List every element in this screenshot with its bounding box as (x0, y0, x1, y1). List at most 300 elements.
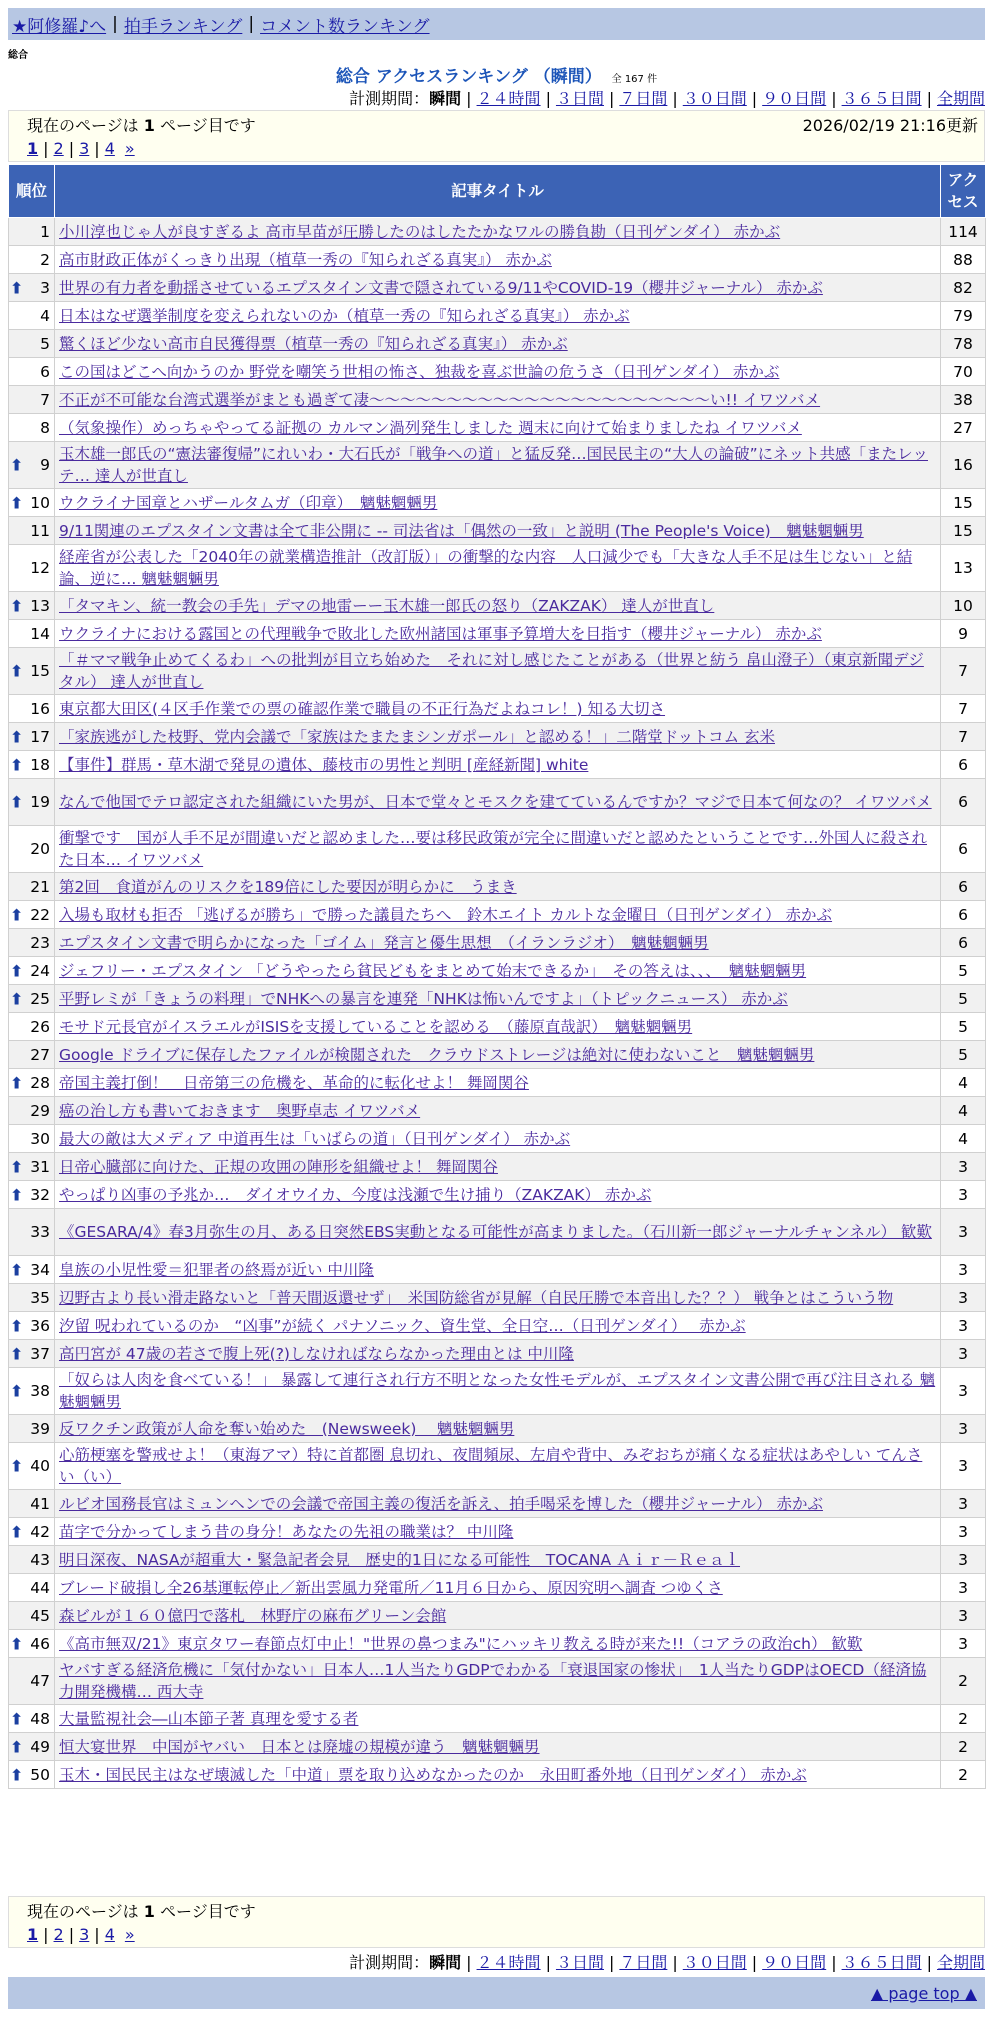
article-link[interactable]: 森ビルが１６０億円で落札 林野庁の麻布グリーン会館 (59, 1606, 447, 1625)
rank-cell (9, 826, 55, 873)
period-separator: | (926, 89, 932, 108)
article-link[interactable]: この国はどこへ向かうのか 野党を嘲笑う世相の怖さ、独裁を喜ぶ世論の危うさ（日刊ゲンダイ） 赤かぶ (59, 362, 780, 381)
rank-number: 11 (30, 521, 50, 540)
rank-number: 26 (30, 1017, 50, 1036)
access-count: 13 (941, 545, 986, 592)
period-option-6[interactable]: 全期間 (936, 1953, 985, 1972)
table-row (9, 985, 986, 1013)
page-link-1[interactable]: 1 (27, 1924, 39, 1944)
table-row (9, 1312, 986, 1340)
title-cell (55, 1658, 941, 1705)
rank-cell (9, 1546, 55, 1574)
rank-number: 25 (30, 989, 50, 1008)
table-row (9, 1153, 986, 1181)
article-link[interactable]: 「家族逃がした枝野、党内会議で「家族はたまたまシンガポール」と認める！」二階堂ドットコム 玄米 (59, 727, 775, 746)
page-next-link[interactable]: » (124, 138, 135, 158)
rank-cell (9, 1415, 55, 1443)
access-count: 3 (941, 1630, 986, 1658)
period-separator: | (545, 1953, 551, 1972)
page-link-2[interactable]: 2 (53, 138, 64, 158)
rank-cell (9, 358, 55, 386)
page-separator: | (68, 138, 75, 158)
rank-number: 43 (30, 1550, 50, 1569)
access-count: 3 (941, 1181, 986, 1209)
table-row (9, 1546, 986, 1574)
rank-number: 8 (40, 418, 50, 437)
access-count: 6 (941, 751, 986, 779)
title-cell (55, 1125, 941, 1153)
page-link-4[interactable]: 4 (104, 138, 115, 158)
rank-cell (9, 1312, 55, 1340)
page-title: 総合 アクセスランキング （瞬間） (335, 67, 602, 87)
title-cell (55, 545, 941, 592)
title-cell (55, 985, 941, 1013)
title-cell (55, 1630, 941, 1658)
rank-cell (9, 723, 55, 751)
period-option-6[interactable]: 全期間 (936, 89, 985, 108)
rank-up-arrow-icon: ⬆ (10, 1634, 24, 1653)
table-row (9, 442, 986, 489)
table-row (9, 1340, 986, 1368)
article-link[interactable]: 《高市無双/21》東京タワー春節点灯中止！"世界の鼻つまみ"にハッキリ教える時が来た!!（コアラの政治ch） 歓歎 (59, 1634, 863, 1653)
rank-number: 28 (30, 1073, 50, 1092)
access-count: 2 (941, 1761, 986, 1789)
rank-cell (9, 489, 55, 517)
period-option-1[interactable]: ３日間 (555, 89, 604, 108)
article-link[interactable]: モサド元長官がイスラエルがISISを支援していることを認める （藤原直哉訳） 魑魅魍魎男 (59, 1017, 693, 1036)
article-link[interactable]: 玉木・国民民主はなぜ壊滅した「中道」票を取り込めなかったのか 永田町番外地（日刊ゲンダイ） 赤かぶ (59, 1765, 807, 1784)
article-link[interactable]: ヤバすぎる経済危機に「気付かない」日本人…1人当たりGDPでわかる「衰退国家の惨状」 1人当たりGDPはOECD（経済協力開発機構… 西大寺 (59, 1661, 927, 1701)
period-option-0[interactable]: ２４時間 (476, 89, 541, 108)
article-link[interactable]: 心筋梗塞を警戒せよ！（東海アマ）特に首都圏 息切れ、夜間頻尿、左肩や背中、みぞおちが痛くなる症状はあやしい てんさい（い） (59, 1446, 923, 1486)
access-count: 5 (941, 1041, 986, 1069)
rank-cell (9, 1181, 55, 1209)
current-page-text: 現在のページは 1 ページ目です (27, 115, 256, 135)
rank-number: 5 (40, 334, 50, 353)
rank-cell (9, 1658, 55, 1705)
access-count: 3 (941, 1518, 986, 1546)
table-row (9, 957, 986, 985)
rank-cell (9, 779, 55, 826)
rank-number: 30 (30, 1129, 50, 1148)
nav-link-asyura[interactable]: ★阿修羅♪へ (12, 16, 107, 37)
table-row (9, 779, 986, 826)
title-cell (55, 414, 941, 442)
article-link[interactable]: Google ドライブに保存したファイルが検閲された クラウドストレージは絶対に使わないこと 魑魅魍魎男 (59, 1045, 815, 1064)
table-row (9, 1013, 986, 1041)
table-row (9, 1415, 986, 1443)
article-link[interactable]: 世界の有力者を動揺させているエプスタイン文書で隠されている9/11やCOVID-19（櫻井ジャーナル） 赤かぶ (59, 278, 823, 297)
article-link[interactable]: 驚くほど少ない高市自民獲得票（植草一秀の『知られざる真実』） 赤かぶ (59, 334, 568, 353)
title-cell (55, 517, 941, 545)
article-link[interactable]: 【事件】群馬・草木湖で発見の遺体、藤枝市の男性と判明 [産経新聞] white (59, 755, 589, 774)
article-link[interactable]: 汐留 呪われているのか “凶事”が続く パナソニック、資生堂、全日空…（日刊ゲンダイ） 赤かぶ (59, 1316, 746, 1335)
access-count: 3 (941, 1368, 986, 1415)
article-link[interactable]: 東京都大田区(４区手作業での票の確認作業で職員の不正行為だよねコレ！) 知る大切さ (59, 699, 666, 718)
table-row (9, 1443, 986, 1490)
access-count: 5 (941, 985, 986, 1013)
rank-cell (9, 592, 55, 620)
title-cell (55, 1518, 941, 1546)
title-cell (55, 1041, 941, 1069)
period-option-4[interactable]: ９０日間 (762, 1953, 827, 1972)
article-link[interactable]: 日本はなぜ選挙制度を変えられないのか（植草一秀の『知られざる真実』） 赤かぶ (59, 306, 630, 325)
rank-cell (9, 1630, 55, 1658)
article-link[interactable]: 反ワクチン政策が人命を奪い始めた (Newsweek) 魑魅魍魎男 (59, 1419, 515, 1438)
title-cell (55, 442, 941, 489)
table-row (9, 302, 986, 330)
rank-number: 32 (30, 1185, 50, 1204)
article-link[interactable]: ルビオ国務長官はミュンヘンでの会議で帝国主義の復活を訴え、拍手喝采を博した（櫻井ジャーナル） 赤かぶ (59, 1494, 823, 1513)
article-link[interactable]: 第2回 食道がんのリスクを189倍にした要因が明らかに うまき (59, 877, 517, 896)
rank-cell (9, 246, 55, 274)
title-cell (55, 1574, 941, 1602)
access-count: 3 (941, 1490, 986, 1518)
rank-cell (9, 274, 55, 302)
rank-cell (9, 751, 55, 779)
article-link[interactable]: 「タマキン、統一教会の手先」デマの地雷ーー玉木雄一郎氏の怒り（ZAKZAK） 達人が世直し (59, 596, 715, 615)
table-row (9, 1256, 986, 1284)
rank-number: 13 (30, 596, 50, 615)
rank-number: 24 (30, 961, 50, 980)
table-row (9, 1284, 986, 1312)
title-cell (55, 648, 941, 695)
article-link[interactable]: 平野レミが「きょうの料理」でNHKへの暴言を連発「NHKは怖いんですよ」（トピックニュース） 赤かぶ (59, 989, 788, 1008)
period-option-1[interactable]: ３日間 (555, 1953, 604, 1972)
rank-up-arrow-icon: ⬆ (10, 989, 24, 1008)
period-option-5[interactable]: ３６５日間 (841, 1953, 922, 1972)
current-page-text: 現在のページは 1 ページ目です (27, 1901, 256, 1921)
rank-up-arrow-icon: ⬆ (10, 1157, 24, 1176)
title-cell (55, 274, 941, 302)
rank-cell (9, 1069, 55, 1097)
rank-cell (9, 1368, 55, 1415)
table-header-row (9, 165, 986, 218)
article-link[interactable]: 日帝心臓部に向けた、正規の攻囲の陣形を組織せよ！ 舞岡関谷 (59, 1157, 498, 1176)
table-row (9, 1368, 986, 1415)
rank-number: 29 (30, 1101, 50, 1120)
access-count: 5 (941, 957, 986, 985)
access-count: 7 (941, 723, 986, 751)
nav-link-comment-ranking[interactable]: コメント数ランキング (260, 16, 430, 37)
rank-cell (9, 386, 55, 414)
period-separator: | (466, 1953, 472, 1972)
rank-number: 47 (30, 1672, 50, 1690)
pager-status-row (9, 111, 984, 135)
access-count: 3 (941, 1284, 986, 1312)
pager-box-top (8, 110, 985, 162)
table-row (9, 1041, 986, 1069)
access-count: 88 (941, 246, 986, 274)
rank-cell (9, 1490, 55, 1518)
access-count: 6 (941, 826, 986, 873)
access-count: 79 (941, 302, 986, 330)
rank-number: 18 (30, 755, 50, 774)
rank-up-arrow-icon: ⬆ (10, 1260, 24, 1279)
rank-cell (9, 929, 55, 957)
article-link[interactable]: 《GESARA/4》春3月弥生の月、ある日突然EBS実動となる可能性が高まりました。（石川新一郎ジャーナルチャンネル） 歓歎 (59, 1223, 932, 1241)
table-row (9, 1658, 986, 1705)
rank-cell (9, 330, 55, 358)
header-title: 記事タイトル (55, 165, 941, 218)
access-count: 3 (941, 1153, 986, 1181)
rank-up-arrow-icon: ⬆ (10, 278, 24, 297)
period-option-3[interactable]: ３０日間 (682, 89, 747, 108)
access-count: 2 (941, 1658, 986, 1705)
table-row (9, 517, 986, 545)
rank-cell (9, 1153, 55, 1181)
access-count: 15 (941, 517, 986, 545)
title-cell (55, 1256, 941, 1284)
access-count: 15 (941, 489, 986, 517)
access-count: 3 (941, 1340, 986, 1368)
article-link[interactable]: 帝国主義打倒！ 日帝第三の危機を、革命的に転化せよ！ 舞岡関谷 (59, 1073, 529, 1092)
rank-cell (9, 1761, 55, 1789)
period-separator: | (672, 89, 678, 108)
title-cell (55, 1415, 941, 1443)
access-count: 3 (941, 1602, 986, 1630)
title-cell (55, 218, 941, 246)
nav-link-clap-ranking[interactable]: 拍手ランキング (123, 16, 243, 37)
rank-up-arrow-icon: ⬆ (10, 1381, 24, 1401)
table-row (9, 592, 986, 620)
page-link-1[interactable]: 1 (27, 138, 39, 158)
table-row (9, 826, 986, 873)
table-row (9, 1490, 986, 1518)
title-cell (55, 1761, 941, 1789)
article-link[interactable]: 恒大宴世界 中国がヤバい 日本とは廃墟の規模が違う 魑魅魍魎男 (59, 1737, 540, 1756)
access-count: 3 (941, 1312, 986, 1340)
rank-up-arrow-icon: ⬆ (10, 1316, 24, 1335)
rank-number: 21 (30, 877, 50, 896)
category-label: 総合 (8, 50, 28, 61)
table-row (9, 545, 986, 592)
access-count: 38 (941, 386, 986, 414)
bottom-bar (8, 1977, 985, 2009)
period-option-2[interactable]: ７日間 (619, 1953, 668, 1972)
title-cell (55, 723, 941, 751)
title-cell (55, 779, 941, 826)
access-count: 3 (941, 1443, 986, 1490)
title-cell (55, 1209, 941, 1256)
article-link[interactable]: 明日深夜、NASAが超重大・緊急記者会見 歴史的1日になる可能性 TOCANA Ａｉｒ－Ｒｅａｌ (59, 1550, 741, 1569)
access-count: 16 (941, 442, 986, 489)
rank-cell (9, 1705, 55, 1733)
article-link[interactable]: やっぱり凶事の予兆か… ダイオウイカ、今度は浅瀬で生け捕り（ZAKZAK） 赤かぶ (59, 1185, 652, 1204)
title-cell (55, 1097, 941, 1125)
article-link[interactable]: エプスタイン文書で明らかになった「ゴイム」発言と優生思想 （イランラジオ） 魑魅魍魎男 (59, 933, 709, 952)
updated-timestamp: 2026/02/19 21:16更新 (802, 115, 978, 135)
table-row (9, 929, 986, 957)
period-option-5[interactable]: ３６５日間 (841, 89, 922, 108)
article-link[interactable]: 皇族の小児性愛＝犯罪者の終焉が近い 中川隆 (59, 1260, 374, 1279)
page-link-4[interactable]: 4 (104, 1924, 115, 1944)
rank-up-arrow-icon: ⬆ (10, 1737, 24, 1756)
title-cell (55, 302, 941, 330)
rank-number: 44 (30, 1578, 50, 1597)
period-option-3[interactable]: ３０日間 (682, 1953, 747, 1972)
access-count: 6 (941, 929, 986, 957)
period-separator: | (545, 89, 551, 108)
rank-number: 40 (30, 1457, 50, 1475)
rank-number: 20 (30, 840, 50, 858)
title-cell (55, 489, 941, 517)
nav-separator: | (112, 14, 118, 34)
access-count: 2 (941, 1733, 986, 1761)
article-link[interactable]: 「＃ママ戦争止めてくるわ」への批判が目立ち始めた それに対し感じたことがある（世界と紡う 畠山澄子）（東京新聞デジタル） 達人が世直し (59, 651, 924, 691)
table-row (9, 1602, 986, 1630)
rank-cell (9, 1125, 55, 1153)
table-row (9, 218, 986, 246)
rank-cell (9, 901, 55, 929)
rank-cell (9, 442, 55, 489)
article-link[interactable]: 辺野古より長い滑走路ないと「普天間返還せず」 米国防総省が見解（自民圧勝で本音出した？？） 戦争とはこういう物 (59, 1288, 894, 1307)
rank-cell (9, 1443, 55, 1490)
page-separator: | (94, 1924, 100, 1944)
rank-cell (9, 985, 55, 1013)
title-cell (55, 1340, 941, 1368)
rank-up-arrow-icon: ⬆ (10, 1765, 24, 1784)
access-count: 3 (941, 1256, 986, 1284)
rank-up-arrow-icon: ⬆ (10, 1456, 24, 1476)
article-link[interactable]: 9/11関連のエプスタイン文書は全て非公開に -- 司法省は「偶然の一致」と説明 (The People's Voice) 魑魅魍魎男 (59, 521, 864, 540)
page-title-line (0, 62, 993, 87)
title-cell (55, 873, 941, 901)
article-link[interactable]: ジェフリー・エプスタイン 「どうやったら貧民どもをまとめて始末できるか」 その答えは、、、 魑魅魍魎男 (59, 961, 807, 980)
access-count: 5 (941, 1013, 986, 1041)
article-link[interactable]: 大量監視社会―山本節子著 真理を愛する者 (59, 1709, 359, 1728)
rank-number: 39 (30, 1419, 50, 1438)
ranking-table-body (9, 218, 986, 1789)
article-link[interactable]: （気象操作）めっちゃやってる証拠の カルマン渦列発生しました 週末に向けて始まりましたね イワツバメ (59, 418, 802, 437)
rank-number: 48 (30, 1709, 50, 1728)
article-link[interactable]: 経産省が公表した「2040年の就業構造推計（改訂版）」の衝撃的な内容 人口減少でも「大きな人手不足は生じない」と結論、逆に… 魑魅魍魎男 (59, 548, 913, 588)
current-page-number: 1 (143, 115, 155, 135)
page-link-3[interactable]: 3 (79, 1924, 90, 1944)
rank-number: 15 (30, 662, 50, 680)
access-count: 3 (941, 1574, 986, 1602)
pagination (9, 1921, 984, 1947)
page-separator: | (43, 1924, 49, 1944)
table-row (9, 358, 986, 386)
table-row (9, 1069, 986, 1097)
access-count: 114 (941, 218, 986, 246)
access-count: 3 (941, 1209, 986, 1256)
article-link[interactable]: 小川淳也じゃ人が良すぎるよ 高市早苗が圧勝したのはしたたかなワルの勝負勘（日刊ゲンダイ） 赤かぶ (59, 222, 781, 241)
period-option-4[interactable]: ９０日間 (762, 89, 827, 108)
table-row (9, 386, 986, 414)
top-nav-bar (8, 8, 985, 40)
rank-up-arrow-icon: ⬆ (10, 493, 24, 512)
rank-number: 9 (40, 456, 50, 474)
article-link[interactable]: 癌の治し方も書いておきます 奥野卓志 イワツバメ (59, 1101, 421, 1120)
article-link[interactable]: ウクライナにおける露国との代理戦争で敗北した欧州諸国は軍事予算増大を目指す（櫻井ジャーナル） 赤かぶ (59, 624, 822, 643)
table-row (9, 873, 986, 901)
period-separator: | (831, 1953, 837, 1972)
rank-cell (9, 218, 55, 246)
access-count: 4 (941, 1125, 986, 1153)
rank-number: 27 (30, 1045, 50, 1064)
rank-number: 7 (40, 390, 50, 409)
access-count: 3 (941, 1415, 986, 1443)
rank-number: 10 (30, 493, 50, 512)
rank-number: 35 (30, 1288, 50, 1307)
rank-cell (9, 1340, 55, 1368)
table-row (9, 1733, 986, 1761)
title-cell (55, 1443, 941, 1490)
title-cell (55, 330, 941, 358)
rank-cell (9, 957, 55, 985)
rank-up-arrow-icon: ⬆ (10, 792, 24, 812)
article-link[interactable]: ブレード破損し全26基運転停止／新出雲風力発電所／11月６日から、原因究明へ調査 つゆくさ (59, 1578, 723, 1597)
article-link[interactable]: 高市財政正体がくっきり出現（植草一秀の『知られざる真実』） 赤かぶ (59, 250, 552, 269)
rank-up-arrow-icon: ⬆ (10, 1344, 24, 1363)
article-link[interactable]: 「奴らは人肉を食べている！」 暴露して連行され行方不明となった女性モデルが、エプスタイン文書公開で再び注目される 魑魅魍魎男 (59, 1371, 936, 1411)
rank-up-arrow-icon: ⬆ (10, 961, 24, 980)
access-count: 4 (941, 1097, 986, 1125)
title-cell (55, 1705, 941, 1733)
article-link[interactable]: 苗字で分かってしまう昔の身分！あなたの先祖の職業は？ 中川隆 (59, 1522, 514, 1541)
period-option-2[interactable]: ７日間 (619, 89, 668, 108)
page-separator: | (68, 1924, 75, 1944)
page-next-link[interactable]: » (124, 1924, 135, 1944)
access-count: 6 (941, 873, 986, 901)
access-count: 6 (941, 901, 986, 929)
article-link[interactable]: 入場も取材も拒否 「逃げるが勝ち」で勝った議員たちへ 鈴木エイト カルトな金曜日（日刊ゲンダイ） 赤かぶ (59, 905, 833, 924)
rank-number: 2 (40, 250, 50, 269)
article-link[interactable]: ウクライナ国章とハザールタムガ（印章） 魑魅魍魎男 (59, 493, 438, 512)
rank-number: 14 (30, 624, 50, 643)
page-top-link[interactable]: ▲ page top ▲ (870, 1983, 977, 2003)
article-link[interactable]: なんで他国でテロ認定された組織にいた男が、日本で堂々とモスクを建てているんですか？マジで日本て何なの？ イワツバメ (59, 793, 932, 811)
title-cell (55, 1153, 941, 1181)
title-cell (55, 358, 941, 386)
table-row (9, 695, 986, 723)
title-cell (55, 246, 941, 274)
rank-cell (9, 1733, 55, 1761)
rank-cell (9, 1284, 55, 1312)
table-row (9, 620, 986, 648)
article-link[interactable]: 衝撃です 国が人手不足が間違いだと認めました…要は移民政策が完全に間違いだと認めたということです…外国人に殺された日本… イワツバメ (59, 829, 928, 869)
table-row (9, 1209, 986, 1256)
access-count: 82 (941, 274, 986, 302)
rank-up-arrow-icon: ⬆ (10, 661, 24, 681)
table-row (9, 1097, 986, 1125)
period-separator: | (751, 1953, 758, 1972)
period-selector-top (349, 86, 985, 109)
article-link[interactable]: 最大の敵は大メディア 中道再生は「いばらの道」（日刊ゲンダイ） 赤かぶ (59, 1129, 571, 1148)
table-row (9, 489, 986, 517)
article-link[interactable]: 玉木雄一郎氏の“憲法審復帰”にれいわ・大石氏が「戦争への道」と猛反発…国民民主の“大人の論破”にネット共感「またレッテ… 達人が世直し (59, 445, 928, 485)
title-cell (55, 1490, 941, 1518)
rank-up-arrow-icon: ⬆ (10, 1185, 24, 1204)
item-count: 全 167 件 (611, 74, 658, 85)
page-link-2[interactable]: 2 (53, 1924, 64, 1944)
rank-cell (9, 1518, 55, 1546)
access-count: 6 (941, 779, 986, 826)
article-link[interactable]: 高円宮が 47歳の若さで腹上死(?)しなければならなかった理由とは 中川隆 (59, 1344, 574, 1363)
page-link-3[interactable]: 3 (79, 138, 90, 158)
title-cell (55, 957, 941, 985)
period-option-0[interactable]: ２４時間 (476, 1953, 541, 1972)
rank-up-arrow-icon: ⬆ (10, 727, 24, 746)
title-cell (55, 1069, 941, 1097)
title-cell (55, 1284, 941, 1312)
article-link[interactable]: 不正が不可能な台湾式選挙がまとも過ぎて凄〜〜〜〜〜〜〜〜〜〜〜〜〜〜〜〜〜〜〜〜〜〜い!! イワツバメ (59, 390, 821, 409)
title-cell (55, 620, 941, 648)
table-row (9, 1181, 986, 1209)
period-label: 計測期間： (349, 89, 430, 108)
